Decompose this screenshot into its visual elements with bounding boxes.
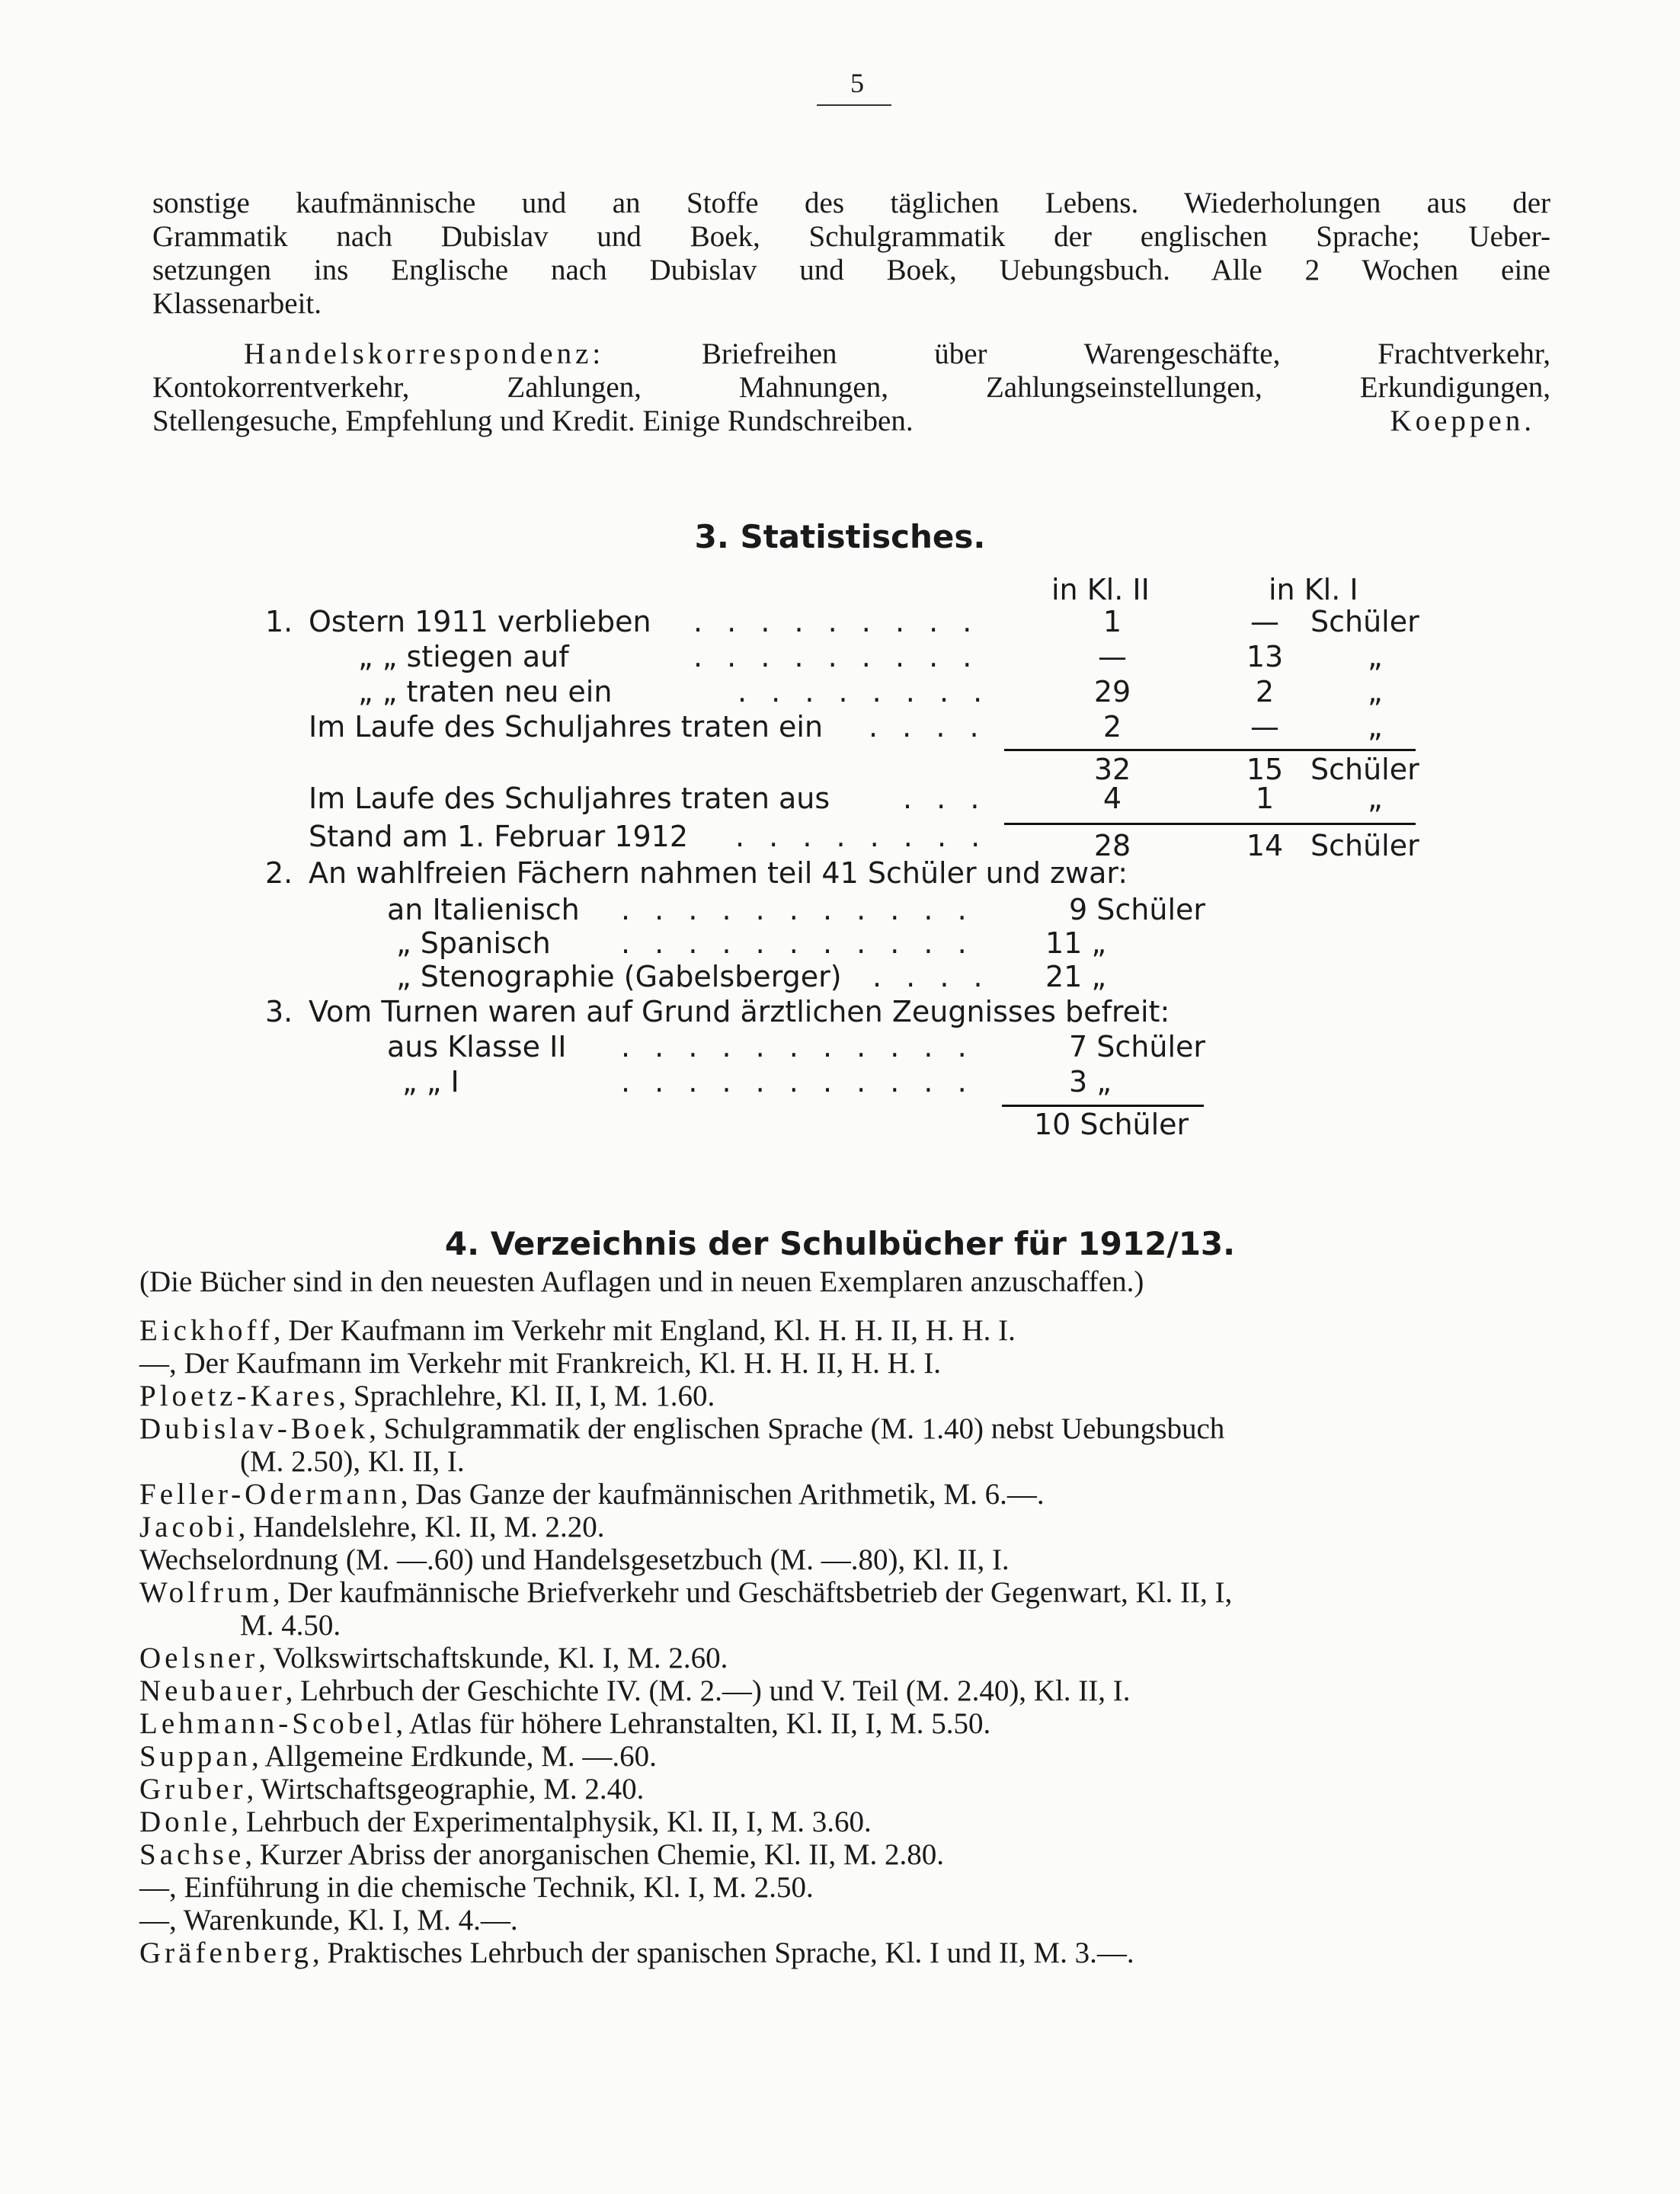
- col-header-kl2: in Kl. II: [1051, 573, 1150, 606]
- gym-label: „ „ I: [402, 1065, 459, 1099]
- book-text: , Der Kaufmann im Verkehr mit England, Kl. H. H. II, H. H. I.: [273, 1314, 1016, 1347]
- col-header-kl1: in Kl. I: [1269, 573, 1358, 606]
- gym-value: 7 Schüler: [1069, 1030, 1205, 1063]
- intro-line: setzungen ins Englische nach Dubislav und Boek, Uebungsbuch. Alle 2 Wochen eine: [152, 254, 1550, 286]
- book-text: , Das Ganze der kaufmännischen Arithmetik, M. 6.—.: [400, 1478, 1045, 1511]
- book-entry: [139, 1805, 872, 1838]
- left-row-dots: . . .: [903, 782, 987, 815]
- book-text: —, Der Kaufmann im Verkehr mit Frankreich, Kl. H. H. II, H. H. I.: [139, 1347, 942, 1380]
- intro-paragraph: [152, 187, 1550, 321]
- gym-dots: . . . . . . . . . . .: [621, 1030, 974, 1063]
- gym-intro-text: Vom Turnen waren auf Grund ärztlichen Zeugnisses befreit:: [309, 995, 1170, 1028]
- book-text: , Sprachlehre, Kl. II, I, M. 1.60.: [338, 1380, 715, 1412]
- book-author: Lehmann-Scobel: [139, 1707, 396, 1740]
- correspondence-line1-rest: Briefreihen über Warengeschäfte, Frachtverkehr,: [604, 337, 1550, 370]
- correspondence-line-2: Kontokorrentverkehr, Zahlungen, Mahnungen, Zahlungseinstellungen, Erkundigungen,: [152, 371, 1550, 404]
- page-number: 5: [850, 68, 864, 98]
- book-author: Donle: [139, 1805, 232, 1838]
- elective-label: „ Stenographie (Gabelsberger): [396, 960, 842, 993]
- stat-row-kl2: 1: [1102, 605, 1122, 638]
- book-entry: [139, 1937, 1134, 1969]
- book-entry: [139, 1871, 814, 1904]
- books-note: (Die Bücher sind in den neuesten Auflagen und in neuen Exemplaren anzuschaffen.): [139, 1265, 1144, 1298]
- book-entry: [139, 1773, 644, 1805]
- book-text: , Praktisches Lehrbuch der spanischen Sprache, Kl. I und II, M. 3.—.: [312, 1937, 1134, 1969]
- book-author: Ploetz-Kares: [139, 1380, 339, 1412]
- left-row-unit: „: [1368, 782, 1383, 815]
- stat-row-dots: . . . . . . . . .: [693, 640, 980, 673]
- book-text: , Lehrbuch der Geschichte IV. (M. 2.—) und V. Teil (M. 2.40), Kl. II, I.: [285, 1674, 1131, 1707]
- correspondence-label: Handelskorrespondenz:: [244, 337, 605, 370]
- stat-row-kl2: 29: [1093, 675, 1131, 708]
- statistics-heading: 3. Statistisches.: [694, 518, 986, 555]
- books-heading: 4. Verzeichnis der Schulbücher für 1912/13.: [444, 1225, 1236, 1262]
- elective-value: 9 Schüler: [1069, 893, 1205, 926]
- stat-row-kl2: —: [1098, 640, 1127, 673]
- correspondence-line3: Stellengesuche, Empfehlung und Kredit. Einige Rundschreiben.: [152, 405, 914, 437]
- book-entry: [139, 1380, 715, 1412]
- stat-row-kl1: 13: [1246, 640, 1284, 673]
- book-text: , Lehrbuch der Experimentalphysik, Kl. II, I, M. 3.60.: [231, 1805, 872, 1838]
- book-entry: [240, 1609, 341, 1642]
- book-entry: [139, 1412, 1224, 1445]
- stat-row-label: „ „ traten neu ein: [358, 675, 613, 708]
- stand-kl2: 28: [1093, 829, 1131, 862]
- book-author: Gruber: [139, 1773, 247, 1805]
- elective-dots: . . . . . . . . . . .: [621, 926, 974, 960]
- book-author: Eickhoff: [139, 1314, 274, 1347]
- stat-row-num: 1.: [265, 605, 293, 638]
- gym-label: aus Klasse II: [387, 1030, 567, 1063]
- book-entry: [139, 1576, 1232, 1609]
- stand-unit: Schüler: [1310, 829, 1419, 862]
- elective-value: 11 „: [1045, 926, 1107, 960]
- gym-value: 3 „: [1069, 1065, 1112, 1099]
- book-author: Jacobi: [139, 1511, 238, 1543]
- stand-label: Stand am 1. Februar 1912: [309, 820, 688, 853]
- elective-label: an Italienisch: [387, 893, 580, 926]
- stat-row-dots: . . . . . . . . .: [693, 605, 980, 638]
- intro-line: Klassenarbeit.: [152, 287, 322, 320]
- book-text: , Allgemeine Erdkunde, M. —.60.: [251, 1740, 657, 1773]
- gym-intro-num: 3.: [265, 995, 293, 1028]
- book-entry: [139, 1707, 990, 1740]
- elective-intro-num: 2.: [265, 856, 293, 890]
- stat-row-dots: . . . . . . . .: [738, 675, 990, 708]
- stat-row-unit: „: [1368, 675, 1383, 708]
- stat-row-label: „ „ stiegen auf: [358, 640, 569, 673]
- left-row-kl1: 1: [1255, 782, 1275, 815]
- book-entry: [139, 1314, 1016, 1347]
- book-entry: [139, 1511, 605, 1543]
- subtotal-kl2: 32: [1093, 753, 1131, 786]
- book-entry: [240, 1445, 465, 1478]
- stat-row-label: Ostern 1911 verblieben: [309, 605, 651, 638]
- book-text: , Handelslehre, Kl. II, M. 2.20.: [238, 1511, 605, 1543]
- book-entry: [139, 1347, 941, 1380]
- intro-line: Grammatik nach Dubislav und Boek, Schulgrammatik der englischen Sprache; Ueber-: [152, 220, 1550, 253]
- book-author: Gräfenberg: [139, 1937, 312, 1969]
- subtotal-kl1: 15: [1246, 753, 1284, 786]
- book-entry: [139, 1642, 728, 1674]
- book-text: , Der kaufmännische Briefverkehr und Geschäftsbetrieb der Gegenwart, Kl. II, I,: [272, 1576, 1233, 1609]
- correspondence-paragraph: [152, 337, 1550, 438]
- book-text: , Volkswirtschaftskunde, Kl. I, M. 2.60.: [258, 1642, 728, 1674]
- left-row-label: Im Laufe des Schuljahres traten aus: [309, 782, 830, 815]
- left-row-kl2: 4: [1102, 782, 1122, 815]
- book-text: , Atlas für höhere Lehranstalten, Kl. II, I, M. 5.50.: [395, 1707, 991, 1740]
- stand-rule: [1004, 823, 1416, 825]
- stat-row-kl1: 2: [1255, 675, 1275, 708]
- book-author: Oelsner: [139, 1642, 259, 1674]
- elective-dots: . . . .: [872, 960, 990, 993]
- book-text: , Schulgrammatik der englischen Sprache (M. 1.40) nebst Uebungsbuch: [369, 1412, 1225, 1445]
- correspondence-line-1: [152, 337, 1550, 371]
- intro-line: sonstige kaufmännische und an Stoffe des täglichen Lebens. Wiederholungen aus der: [152, 187, 1550, 219]
- book-text: , Kurzer Abriss der anorganischen Chemie, Kl. II, M. 2.80.: [245, 1838, 945, 1871]
- book-author: Dubislav-Boek: [139, 1412, 370, 1445]
- correspondence-signature: Koeppen.: [1390, 405, 1535, 437]
- gym-dots: . . . . . . . . . . .: [621, 1065, 974, 1099]
- book-author: Feller-Odermann: [139, 1478, 401, 1511]
- book-text: Wechselordnung (M. —.60) und Handelsgesetzbuch (M. —.80), Kl. II, I.: [139, 1543, 1010, 1576]
- stand-kl1: 14: [1246, 829, 1284, 862]
- correspondence-line-3: [152, 405, 1550, 438]
- book-author: Wolfrum: [139, 1576, 273, 1609]
- book-text: M. 4.50.: [240, 1609, 341, 1642]
- gym-total: 10 Schüler: [1034, 1108, 1189, 1141]
- stat-row-dots: . . . .: [869, 710, 987, 744]
- book-text: , Wirtschaftsgeographie, M. 2.40.: [246, 1773, 645, 1805]
- book-entry: [139, 1740, 657, 1773]
- elective-intro-text: An wahlfreien Fächern nahmen teil 41 Schüler und zwar:: [309, 856, 1128, 890]
- book-author: Suppan: [139, 1740, 251, 1773]
- stat-row-unit: „: [1368, 710, 1383, 744]
- elective-label: „ Spanisch: [396, 926, 551, 960]
- elective-value: 21 „: [1045, 960, 1107, 993]
- book-text: (M. 2.50), Kl. II, I.: [240, 1445, 465, 1478]
- stat-row-kl1: —: [1250, 710, 1279, 744]
- book-entry: [139, 1904, 518, 1937]
- page-number-rule: [817, 104, 891, 106]
- book-text: —, Warenkunde, Kl. I, M. 4.—.: [139, 1904, 518, 1937]
- book-entry: [139, 1543, 1010, 1576]
- book-author: Neubauer: [139, 1674, 286, 1707]
- stat-row-kl2: 2: [1102, 710, 1122, 744]
- book-author: Sachse: [139, 1838, 245, 1871]
- stat-row-label: Im Laufe des Schuljahres traten ein: [309, 710, 824, 744]
- book-text: —, Einführung in die chemische Technik, Kl. I, M. 2.50.: [139, 1871, 814, 1904]
- book-entry: [139, 1478, 1045, 1511]
- book-entry: [139, 1838, 944, 1871]
- stat-row-unit: Schüler: [1310, 605, 1419, 638]
- stat-row-unit: „: [1368, 640, 1383, 673]
- subtotal-unit: Schüler: [1310, 753, 1419, 786]
- stand-dots: . . . . . . . .: [735, 820, 988, 853]
- elective-dots: . . . . . . . . . . .: [621, 893, 974, 926]
- stat-row-kl1: —: [1250, 605, 1279, 638]
- book-entry: [139, 1674, 1131, 1707]
